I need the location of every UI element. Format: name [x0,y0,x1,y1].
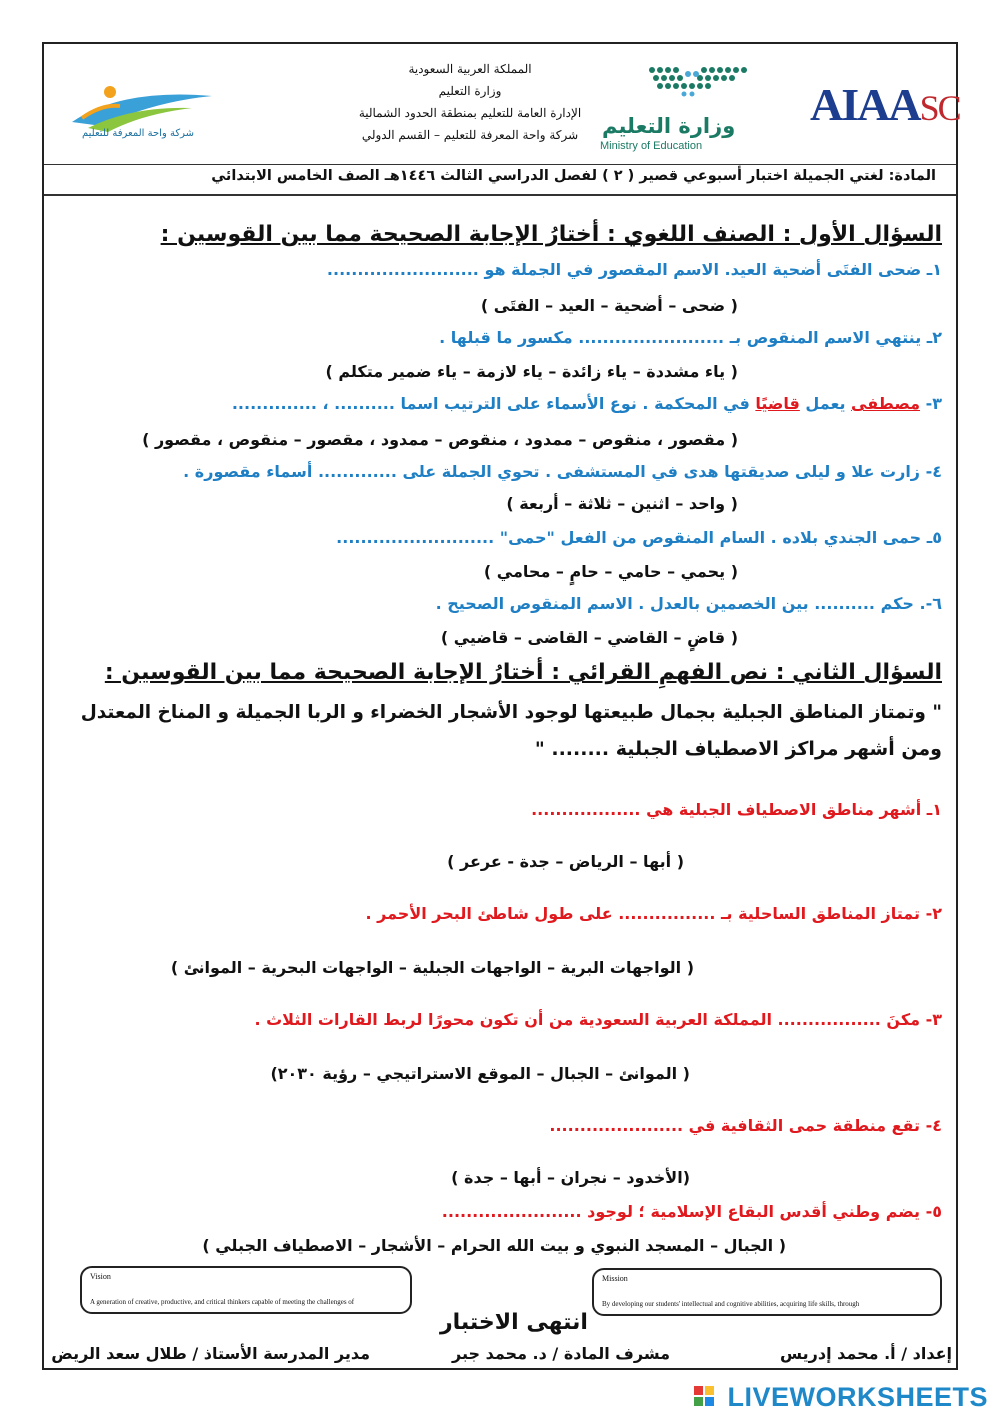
s2-q5-options: ( الجبال – المسجد النبوي و بيت الله الحرام – الأشجار – الاصطياف الجبلي ) [202,1236,786,1255]
moe-english-name: Ministry of Education [600,140,703,152]
s1-q3-word2: قاضيًا [755,394,800,413]
s1-q1-options: ( ضحى – أضحية – العيد – الفتَى ) [480,296,738,315]
s1-q2-options: ( ياء مشددة – ياء زائدة – ياء لازمة – ياء ضمير متكلم ) [325,362,738,381]
s2-q4-options: (الأخدود – نجران – أبها – جدة ) [451,1168,690,1187]
vision-text: A generation of creative, productive, and critical thinkers capable of meeting the challenges of [90,1298,355,1306]
s2-q2-options: ( الواجهات البرية – الواجهات الجبلية – الواجهات البحرية – الموانئ ) [170,958,694,977]
vision-box [80,1266,412,1314]
s2-q3-options: ( الموانئ – الجبال – الموقع الاستراتيجي – رؤية ٢٠٣٠) [270,1064,690,1083]
s2-q4: ٤- تقع منطقة حمى الثقافية في ...................... [549,1116,942,1135]
moe-arabic-name: وزارة التعليم [602,114,736,138]
s1-q4-options: ( واحد – اثنين – ثلاثة – أربعة ) [506,494,738,513]
s1-q3-options: ( مقصور ، منقوص – ممدود ، منقوص – ممدود ، مقصور – منقوص ، مقصور ) [142,430,738,449]
s1-q3-word1: مصطفى [851,394,921,413]
liveworksheets-logo-icon [693,1385,715,1407]
company-logo-text: شركة واحة المعرفة للتعليم [82,128,194,139]
school-principal: مدير المدرسة الأستاذ / طلال سعد الريض [51,1344,370,1363]
s1-q2: ٢ـ ينتهي الاسم المنقوص بـ ........................ مكسور ما قبلها . [439,328,942,347]
mission-text: By developing our students' intellectual and cognitive abilities, acquiring life skills, through [602,1300,860,1308]
s1-q1: ١ـ ضحى الفتَى أضحية العيد. الاسم المقصور في الجملة هو ......................... [326,260,942,279]
passage-line-2: ومن أشهر مراكز الاصطياف الجبلية ........ " [534,738,942,760]
s1-q5: ٥ـ حمى الجندي بلاده . السام المنقوص من الفعل "حمى" .......................... [336,528,942,547]
subject-supervisor: مشرف المادة / د. محمد جبر [451,1344,670,1363]
gov-line: شركة واحة المعرفة للتعليم – القسم الدولي [361,128,579,142]
s2-q1-options: ( أبها – الرياض – جدة - عرعر ) [447,852,684,871]
s1-q3-mid: يعمل [799,394,852,413]
exam-info: المادة: لغتي الجميلة اختبار أسبوعي قصير ( ٢ ) لفصل الدراسي الثالث ١٤٤٦هـ الصف الخامس الابتدائي [211,168,936,184]
passage-line-1: " وتمتاز المناطق الجبلية بجمال طبيعتها لوجود الأشجار الخضراء و الربا الجميلة و المناخ المعتدل [80,702,942,723]
section2-title: السؤال الثاني : نص الفهمِ القرائي : أختارُ الإجابة الصحيحة مما بين القوسين : [104,660,942,685]
mission-box [592,1268,942,1316]
s1-q3-prefix: ٣- [920,394,942,413]
s2-q5: ٥- يضم وطني أقدس البقاع الإسلامية ؛ لوجود ....................... [441,1202,942,1221]
s2-q1: ١ـ أشهر مناطق الاصطياف الجبلية هي .................. [531,800,942,819]
s1-q3-rest: في المحكمة . نوع الأسماء على الترتيب اسما .......... ، .............. [231,394,756,413]
mission-title: Mission [602,1274,628,1283]
s2-q3: ٣- مكنَ ................. المملكة العربية السعودية من أن تكون محورًا لربط القارات الثلاث . [254,1010,942,1029]
section1-title: السؤال الأول : الصنف اللغوي : أختارُ الإجابة الصحيحة مما بين القوسين : [160,222,942,247]
prepared-by: إعداد / أ. محمد إدريس [780,1344,952,1363]
government-heading [340,58,600,146]
vision-title: Vision [90,1272,111,1281]
aiaa-logo: AIAASC [810,79,960,130]
end-of-exam: انتهى الاختبار [440,1310,588,1335]
liveworksheets-watermark: LIVEWORKSHEETS [727,1382,988,1412]
s1-q3 [232,394,942,413]
info-bar [44,164,956,196]
s1-q4: ٤- زارت علا و ليلى صديقتها هدى في المستشفى . تحوي الجملة على ............. أسماء مقصورة . [183,462,942,481]
s1-q5-options: ( يحمي – حامي – حامٍ – محامي ) [483,562,738,581]
gov-line: الإدارة العامة للتعليم بمنطقة الحدود الشمالية [358,106,582,120]
gov-line: وزارة التعليم [438,84,502,98]
s1-q6: ٦-. حكم .......... بين الخصمين بالعدل . الاسم المنقوص الصحيح . [435,594,942,613]
gov-line: المملكة العربية السعودية [408,62,532,76]
s1-q6-options: ( قاضٍ – القاضي – القاضى – قاضيي ) [440,628,738,647]
s2-q2: ٢- تمتاز المناطق الساحلية بـ ................ على طول شاطئ البحر الأحمر . [365,904,942,923]
